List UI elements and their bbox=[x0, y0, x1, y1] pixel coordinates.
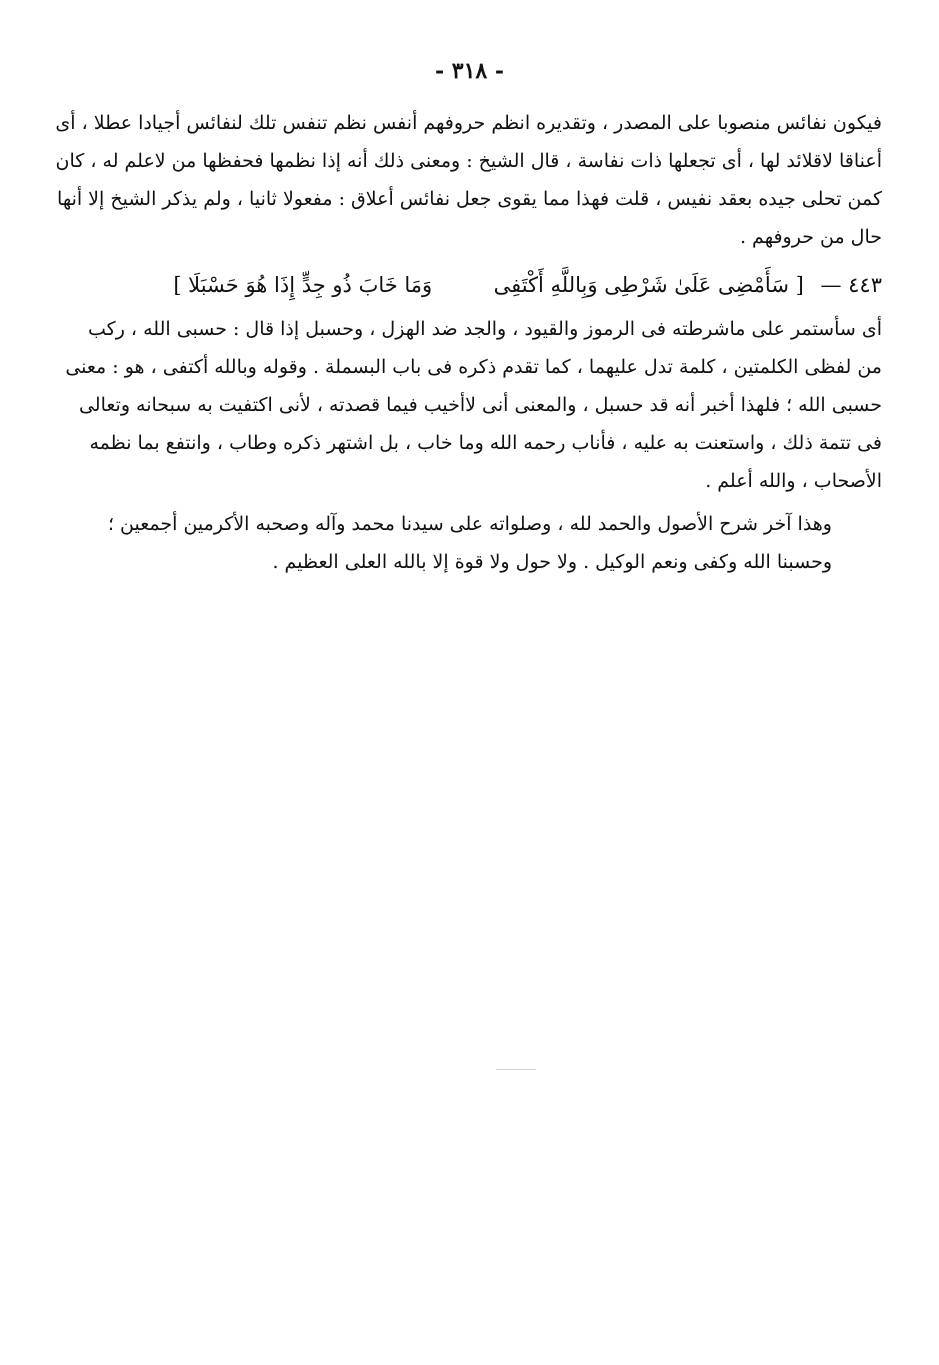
text-line: حال من حروفهم . bbox=[739, 226, 882, 248]
verse-hemistich-2: وَمَا خَابَ ذُو جِدٍّ إِذَا هُوَ حَسْبَلَا ] bbox=[173, 273, 433, 297]
text-line: أى سأستمر على ماشرطته فى الرموز والقيود ، والجد ضد الهزل ، وحسبل إذا قال : حسبى الله ، ركب bbox=[88, 318, 882, 340]
text-line: فى تتمة ذلك ، واستعنت به عليه ، فأناب رحمه الله وما خاب ، بل اشتهر ذكره وطاب ، وانتفع بما نظمه bbox=[89, 432, 882, 454]
scan-artifact bbox=[496, 1069, 536, 1070]
text-line: من لفظى الكلمتين ، كلمة تدل عليهما ، كما تقدم ذكره فى باب البسملة . وقوله وبالله أكتفى ، هو : معنى bbox=[65, 356, 882, 378]
text-line: فيكون نفائس منصوبا على المصدر ، وتقديره انظم حروفهم أنفس نظم تنفس تلك لنفائس أجيادا عطلا ، أى bbox=[55, 112, 882, 134]
text-line: حسبى الله ؛ فلهذا أخبر أنه قد حسبل ، والمعنى أنى لاأخيب فيما قصدته ، لأنى اكتفيت به سبحانه وتعالى bbox=[78, 394, 882, 416]
text-line: الأصحاب ، والله أعلم . bbox=[705, 470, 882, 492]
commentary-paragraph-1 bbox=[52, 104, 882, 256]
text-line: وهذا آخر شرح الأصول والحمد لله ، وصلواته على سيدنا محمد وآله وصحبه الأكرمين أجمعين ؛ bbox=[107, 513, 832, 535]
page-number: - ٣١٨ - bbox=[434, 58, 505, 84]
text-line: كمن تحلى جيده بعقد نفيس ، قلت فهذا مما يقوى جعل نفائس أعلاق : مفعولا ثانيا ، ولم يذكر الشيخ إلا أنها bbox=[57, 188, 882, 210]
verse-number: ٤٤٣ — bbox=[820, 273, 882, 297]
closing-paragraph bbox=[90, 505, 832, 581]
text-line: وحسبنا الله وكفى ونعم الوكيل . ولا حول ولا قوة إلا بالله العلى العظيم . bbox=[272, 551, 832, 573]
commentary-paragraph-2 bbox=[52, 310, 882, 500]
verse-443 bbox=[173, 265, 882, 305]
text-line: أعناقا لاقلائد لها ، أى تجعلها ذات نفاسة ، قال الشيخ : ومعنى ذلك أنه إذا نظمها فحفظها من لاعلم له ، كان bbox=[55, 150, 882, 172]
verse-hemistich-1: [ سَأَمْضِى عَلَىٰ شَرْطِى وَبِاللَّهِ أَكْتَفِى bbox=[493, 273, 804, 297]
